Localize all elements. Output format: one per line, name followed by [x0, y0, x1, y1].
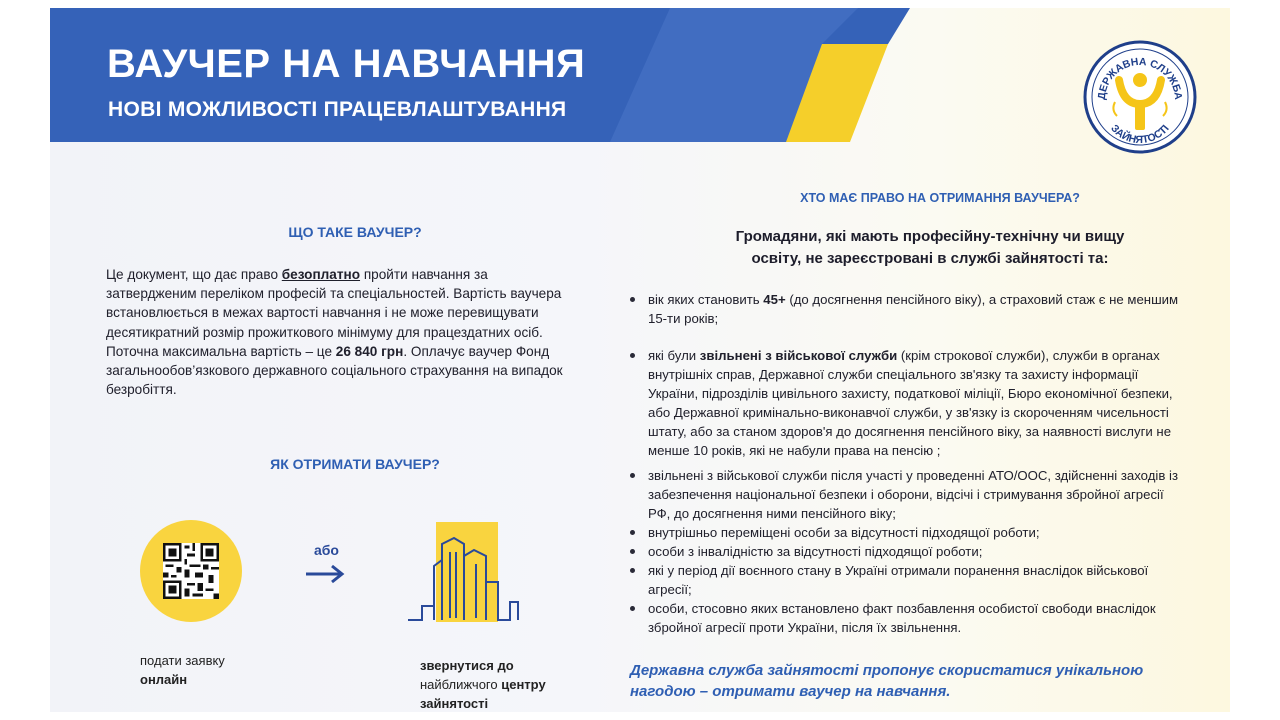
closing-line-1: Державна служба зайнятості пропонує скористатися унікальною: [630, 662, 1144, 679]
employment-text: зайнятості: [420, 696, 489, 711]
header-banner: [50, 8, 910, 142]
center-text: центру: [501, 677, 546, 692]
list-item: особи, стосовно яких встановлено факт позбавлення особистої свободи внаслідок збройної агресії проти України, після їх звільнення.: [626, 599, 1186, 637]
what-is-text-2: пройти навчання за затвердженим переліком професій та спеціальностей. Вартість ваучера встановлюється в межах вартості навчання і не може перевищувати десятикратний розмір прожиткового мінімуму для працездатних осіб. Поточна максимальна вартість – це: [106, 267, 562, 359]
eligibility-lead: [670, 226, 1190, 270]
list-item: особи з інвалідністю за відсутності підходящої роботи;: [626, 542, 1186, 561]
list-item: [626, 290, 1186, 328]
list-item: [626, 346, 1186, 460]
nearest-text: найближчого: [420, 677, 502, 692]
eligibility-list: [626, 290, 1186, 637]
military-emphasis: звільнені з військової служби: [699, 348, 898, 363]
what-is-heading: ЩО ТАКЕ ВАУЧЕР?: [288, 224, 422, 240]
apply-online-caption: [140, 651, 225, 689]
page-title: ВАУЧЕР НА НАВЧАННЯ: [107, 42, 586, 86]
what-is-text-1: Це документ, що дає право: [106, 267, 282, 282]
logo-text-top: ДЕРЖАВНА СЛУЖБА: [1095, 55, 1185, 101]
arrow-right-icon: [304, 564, 346, 584]
employment-service-logo: [1083, 40, 1197, 154]
item2-text-c: (крім строкової служби), служби в органах внутрішніх справ, Державної служби спеціального зв'язку та захисту інформації України, підрозділів цивільного захисту, податкової міліції, Бюро економічної безпеки, або Державної кримінально-виконавчої служби, у зв'язку із скороченням чисельності штату, або за станом здоров'я до досягнення пенсійного віку, за наявності вислуги не менше 10 років, які не набули права на пенсію ;: [648, 348, 1173, 458]
how-to-heading: ЯК ОТРИМАТИ ВАУЧЕР?: [270, 456, 440, 472]
list-item: внутрішньо переміщені особи за відсутності підходящої роботи;: [626, 523, 1186, 542]
logo-text-bottom: ЗАЙНЯТОСТІ: [1108, 122, 1172, 147]
free-emphasis: безоплатно: [281, 267, 361, 282]
item2-text-a: які були: [648, 348, 700, 363]
max-amount: 26 840 грн: [335, 343, 404, 359]
eligibility-heading: ХТО МАЄ ПРАВО НА ОТРИМАННЯ ВАУЧЕРА?: [800, 191, 1080, 205]
qr-code-icon[interactable]: [163, 543, 219, 599]
item1-text-a: вік яких становить: [648, 292, 764, 307]
apply-online-text: подати заявку: [140, 653, 225, 668]
eligibility-lead-line-1: Громадяни, які мають професійну-технічну чи вищу: [735, 228, 1125, 245]
page-subtitle: НОВІ МОЖЛИВОСТІ ПРАЦЕВЛАШТУВАННЯ: [108, 98, 567, 121]
list-item: які у період дії воєнного стану в Україні отримали поранення внаслідок військової агресії;: [626, 561, 1186, 599]
office-building-icon: [406, 522, 524, 630]
item1-text-c: (до досягнення пенсійного віку), а страховий стаж є не меншим 15-ти років;: [648, 292, 1179, 326]
closing-statement: [630, 660, 1190, 702]
or-label: або: [314, 542, 339, 558]
visit-center-caption: [420, 656, 580, 712]
list-item: звільнені з військової служби після участі у проведенні АТО/ООС, здійсненні заходів із забезпечення національної безпеки і оборони, відсічі і стримування збройної агресії РФ, до досягнення ними пенсійного віку;: [626, 466, 1186, 523]
voucher-poster: [50, 8, 1230, 712]
age-emphasis: 45+: [763, 292, 786, 307]
what-is-paragraph: [106, 265, 576, 399]
visit-center-text: звернутися до: [420, 658, 514, 673]
what-is-text-3: . Оплачує ваучер Фонд загальнообов’язкового державного соціального страхування на випадок безробіття.: [106, 343, 563, 398]
online-label[interactable]: онлайн: [140, 672, 188, 687]
eligibility-lead-line-2: освіту, не зареєстровані в службі зайнятості та:: [751, 250, 1109, 267]
closing-line-2: нагодою – отримати ваучер на навчання.: [630, 683, 951, 700]
